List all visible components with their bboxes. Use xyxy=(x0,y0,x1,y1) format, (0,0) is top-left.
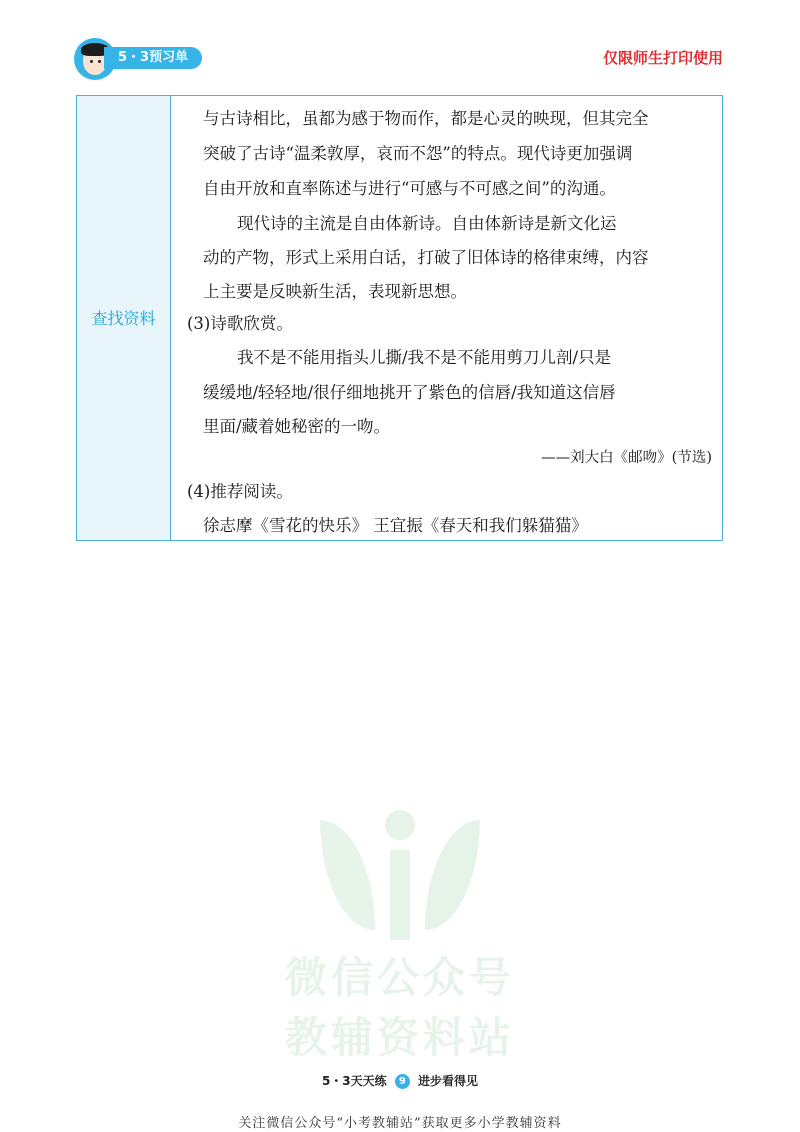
poem-attribution: ——刘大白《邮吻》(节选) xyxy=(541,450,712,466)
section-label: 查找资料 xyxy=(91,309,156,328)
subsection-heading: (4)推荐阅读。 xyxy=(187,482,293,501)
series-tag: 5・3预习单 xyxy=(104,47,202,69)
text-line: 动的产物，形式上采用白话，打破了旧体诗的格律束缚，内容 xyxy=(203,248,649,267)
reading-list: 徐志摩《雪花的快乐》 王宜振《春天和我们躲猫猫》 xyxy=(203,516,588,535)
page-number: 9 xyxy=(395,1074,410,1089)
text-line: 突破了古诗“温柔敦厚，哀而不怨”的特点。现代诗更加强调 xyxy=(203,144,633,163)
footer-right: 进步看得见 xyxy=(418,1074,479,1088)
text-line: 与古诗相比，虽都为感于物而作，都是心灵的映现，但其完全 xyxy=(203,109,649,128)
poem-line: 里面/藏着她秘密的一吻。 xyxy=(203,417,391,436)
bottom-note: 关注微信公众号“小考教辅站”获取更多小学教辅资料 xyxy=(238,1116,562,1131)
section-label-cell xyxy=(77,96,171,540)
text-line: 上主要是反映新生活，表现新思想。 xyxy=(203,282,467,301)
footer-left: 5・3天天练 xyxy=(321,1074,387,1088)
watermark-text-2: 教辅资料站 xyxy=(284,1013,515,1062)
page-footer xyxy=(0,1072,800,1089)
print-notice: 仅限师生打印使用 xyxy=(602,49,723,67)
poem-line: 缓缓地/轻轻地/很仔细地挑开了紫色的信唇/我知道这信唇 xyxy=(203,383,616,402)
text-line: 自由开放和直率陈述与进行“可感与不可感之间”的沟通。 xyxy=(203,179,616,198)
text-line: 现代诗的主流是自由体新诗。自由体新诗是新文化运 xyxy=(237,214,617,233)
watermark-text-1: 微信公众号 xyxy=(284,953,515,1002)
poem-line: 我不是不能用指头儿撕/我不是不能用剪刀儿剖/只是 xyxy=(237,348,612,367)
subsection-heading: (3)诗歌欣赏。 xyxy=(187,314,293,333)
research-table xyxy=(76,95,723,541)
